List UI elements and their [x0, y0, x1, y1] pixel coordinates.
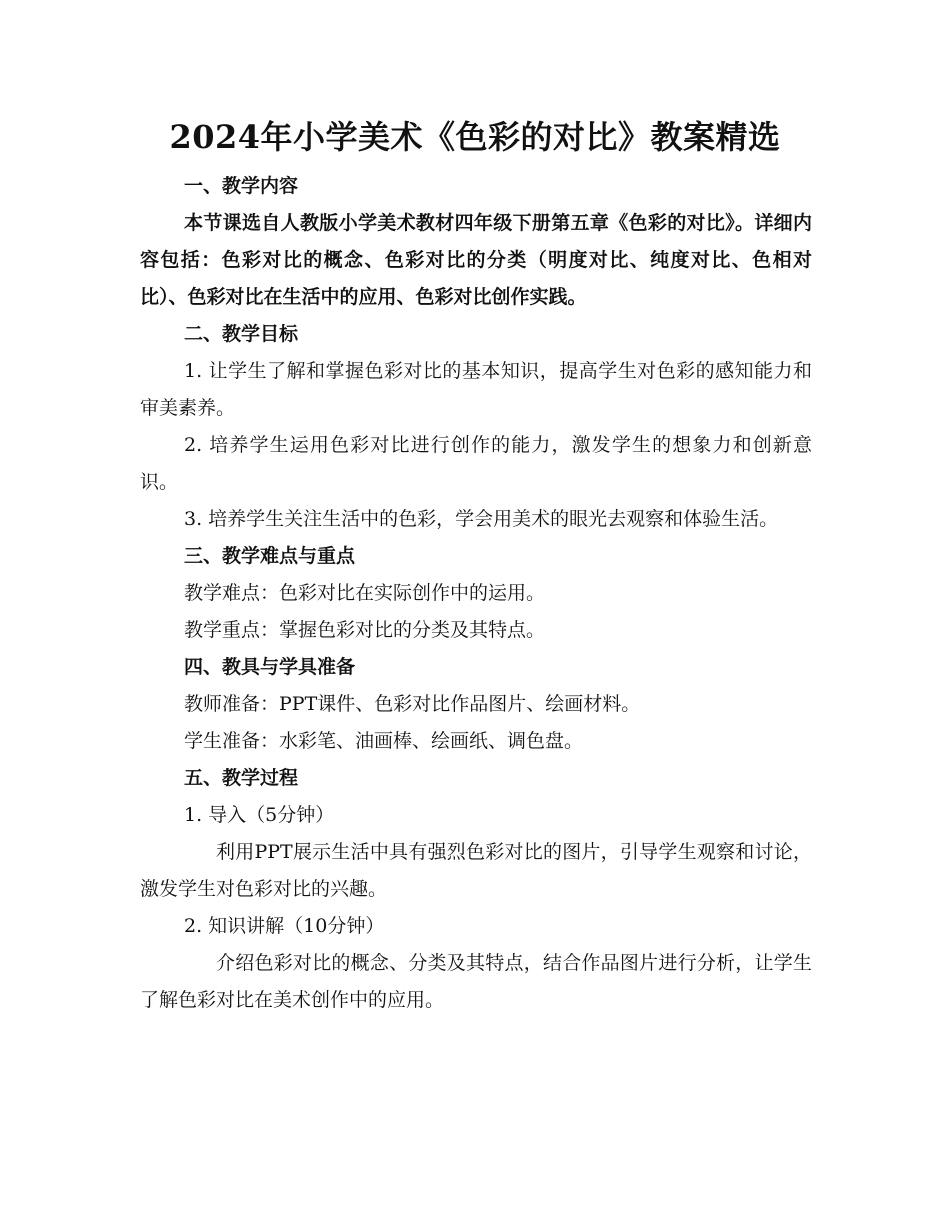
document-title: 2024年小学美术《色彩的对比》教案精选	[169, 118, 781, 156]
objective-item: 1. 让学生了解和掌握色彩对比的基本知识，提高学生对色彩的感知能力和审美素养。	[140, 360, 812, 419]
section-content-paragraph: 本节课选自人教版小学美术教材四年级下册第五章《色彩的对比》。详细内容包括：色彩对比的概念、色彩对比的分类（明度对比、纯度对比、色相对比）、色彩对比在生活中的应用、色彩对比创作实践。	[140, 212, 812, 308]
process-step-label: 1. 导入（5分钟）	[184, 804, 335, 826]
section-heading-objectives: 二、教学目标	[184, 323, 299, 345]
section-heading-process: 五、教学过程	[184, 767, 299, 789]
section-heading-difficulties: 三、教学难点与重点	[184, 545, 356, 567]
document-body	[140, 168, 812, 1019]
keypoint-item: 教学重点：掌握色彩对比的分类及其特点。	[184, 619, 546, 641]
process-step-label: 2. 知识讲解（10分钟）	[184, 915, 385, 937]
difficulty-item: 教学难点：色彩对比在实际创作中的运用。	[184, 582, 546, 604]
objective-item: 2. 培养学生运用色彩对比进行创作的能力，激发学生的想象力和创新意识。	[140, 434, 812, 493]
process-step-text: 利用PPT展示生活中具有强烈色彩对比的图片，引导学生观察和讨论，激发学生对色彩对比的兴趣。	[140, 841, 812, 900]
section-heading-content: 一、教学内容	[184, 175, 299, 197]
student-materials: 学生准备：水彩笔、油画棒、绘画纸、调色盘。	[184, 730, 584, 752]
objective-item: 3. 培养学生关注生活中的色彩，学会用美术的眼光去观察和体验生活。	[184, 508, 779, 530]
teacher-materials: 教师准备：PPT课件、色彩对比作品图片、绘画材料。	[184, 693, 641, 715]
section-heading-materials: 四、教具与学具准备	[184, 656, 356, 678]
process-step-text: 介绍色彩对比的概念、分类及其特点，结合作品图片进行分析，让学生了解色彩对比在美术创作中的应用。	[140, 952, 812, 1011]
